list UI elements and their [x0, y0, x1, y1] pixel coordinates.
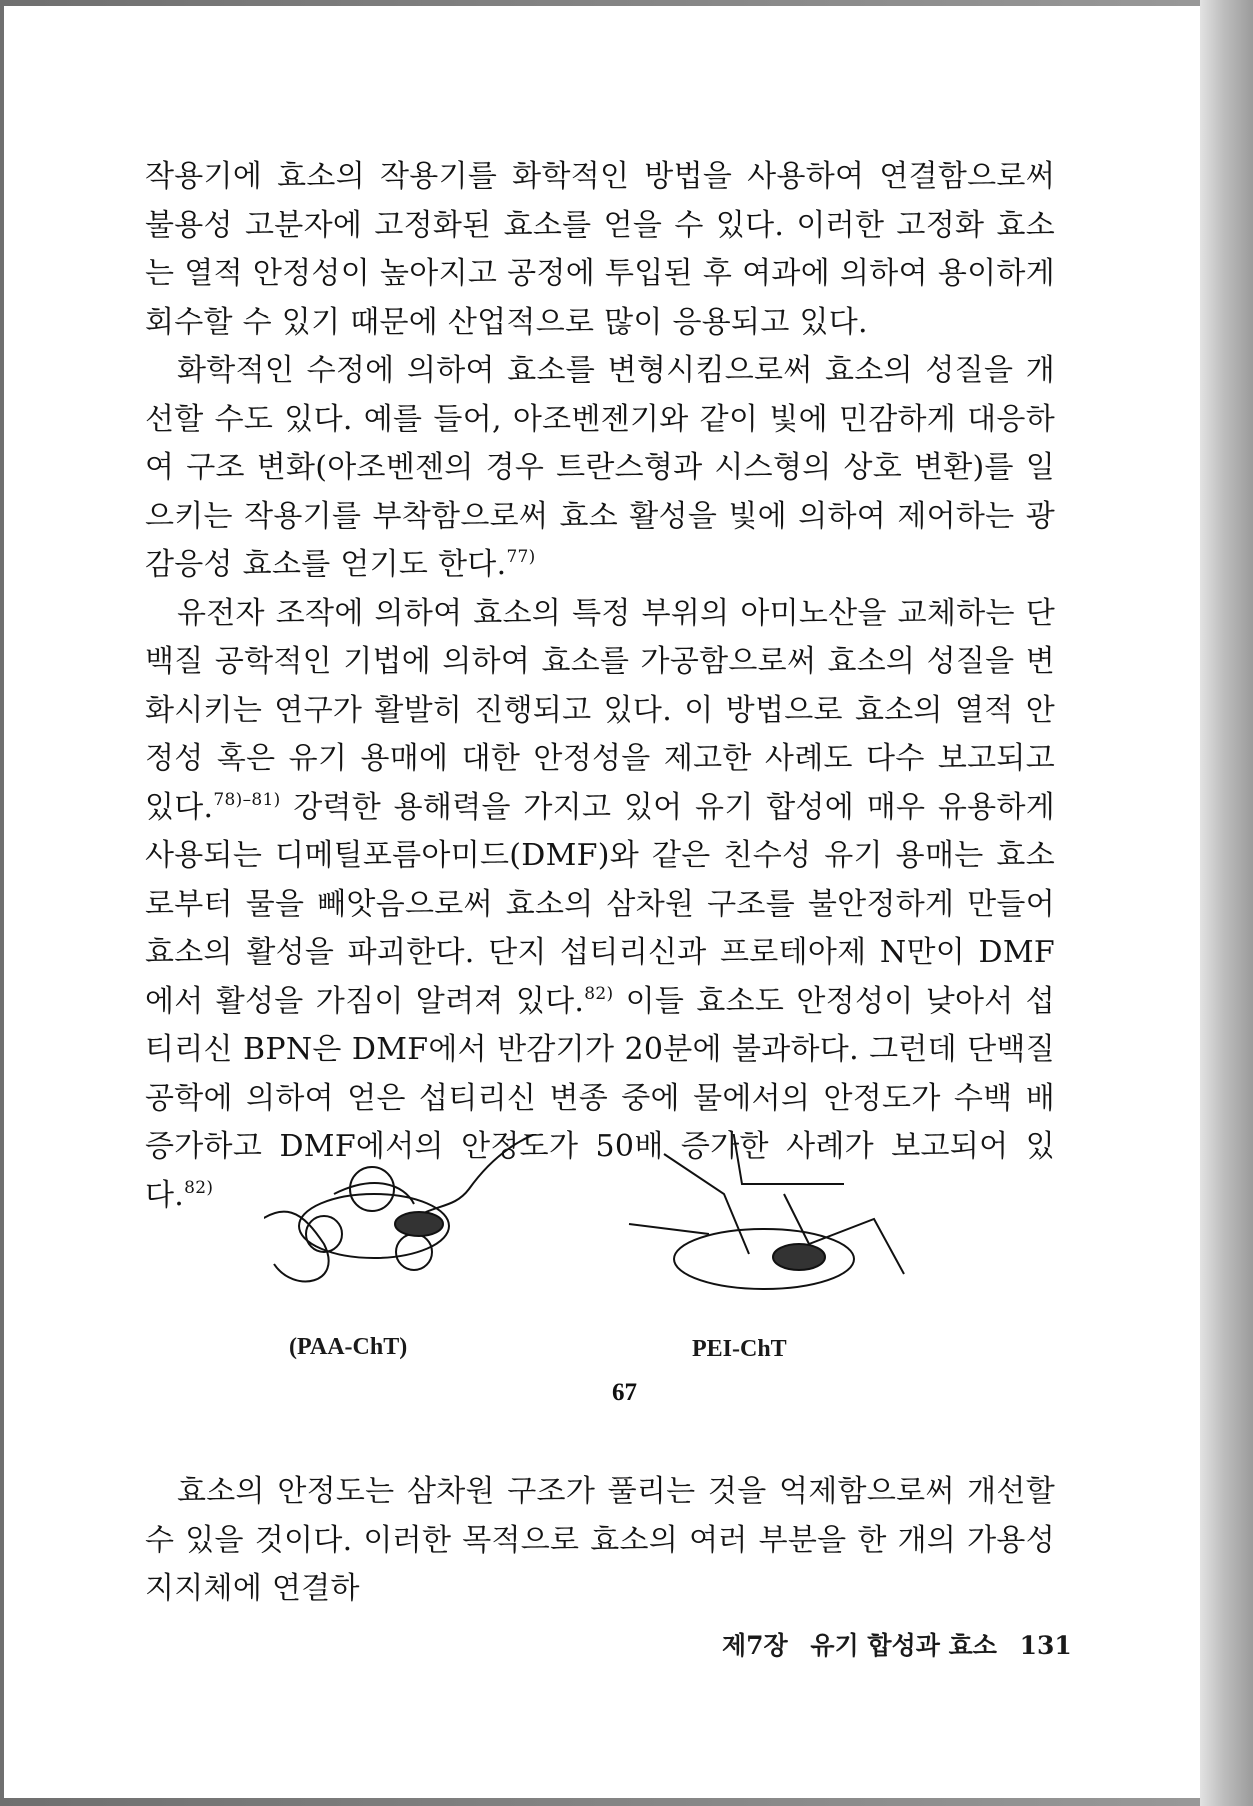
active-site-left [395, 1212, 443, 1236]
pei-chain-c [629, 1224, 709, 1234]
page-number: 131 [1019, 1631, 1072, 1660]
polymer-chain-right [414, 1134, 564, 1219]
reference-82a: 82) [584, 983, 614, 1004]
chapter-title: 유기 합성과 효소 [810, 1631, 997, 1660]
polymer-chain-left [264, 1212, 329, 1282]
paragraph-3-text-b: 강력한 용해력을 가지고 있어 유기 합성에 매우 유용하게 사용되는 디메틸포름아미드(DMF)와 같은 친수성 유기 용매는 효소로부터 물을 빼앗음으로써 효소의 삼차원 구조를 불안정하게 만들어 효소의 활성을 파괴한다. 단지 섭티리신과 프로테아제 N만이 DMF에서 활성을 가짐이 알려져 있다. [145, 789, 1056, 1019]
paragraph-2-text: 화학적인 수정에 의하여 효소를 변형시킴으로써 효소의 성질을 개선할 수도 있다. 예를 들어, 아조벤젠기와 같이 빛에 민감하게 대응하여 구조 변화(아조벤젠의 경우 트란스형과 시스형의 상호 변환)를 일으키는 작용기를 부착함으로써 효소 활성을 빛에 의하여 제어하는 광감응성 효소를 얻기도 한다. [145, 353, 1055, 582]
enzyme-lobe-a [306, 1216, 342, 1252]
chapter-label: 제7장 [722, 1631, 788, 1660]
reference-82b: 82) [184, 1177, 214, 1198]
paragraph-4: 효소의 안정도는 삼차원 구조가 풀리는 것을 억제함으로써 개선할 수 있을 것이다. 이러한 목적으로 효소의 여러 부분을 한 개의 가용성 지지체에 연결하 [145, 1474, 1055, 1606]
paragraph-3-text-a: 유전자 조작에 의하여 효소의 특정 부위의 아미노산을 교체하는 단백질 공학적인 기법에 의하여 효소를 가공함으로써 효소의 성질을 변화시키는 연구가 활발히 진행되고 있다. 이 방법으로 효소의 열적 안정성 혹은 유기 용매에 대한 안정성을 제고한 사례도 다수 보고되고 있다. [145, 595, 1055, 825]
enzyme-figure [264, 1134, 1024, 1394]
active-site-right [773, 1244, 825, 1270]
paragraph-3 [145, 590, 1055, 1221]
paragraph-1: 작용기에 효소의 작용기를 화학적인 방법을 사용하여 연결함으로써 불용성 고분자에 고정화된 효소를 얻을 수 있다. 이러한 고정화 효소는 열적 안정성이 높아지고 공정에 투입된 후 여과에 의하여 용이하게 회수할 수 있기 때문에 산업적으로 많이 응용되고 있다. [145, 159, 1055, 340]
pei-chain-a [664, 1154, 749, 1254]
paragraph-3-text-c: 이들 효소도 안정성이 낮아서 섭티리신 BPN은 DMF에서 반감기가 20분에 불과하다. 그런데 단백질 공학에 의하여 얻은 섭티리신 변종 중에 물에서의 안정도가 수백 배 증가하고 DMF에서의 안정도가 50배 증가한 사례가 보고되어 있다. [145, 983, 1056, 1213]
pei-chain-b [732, 1134, 844, 1184]
enzyme-lobe-c [396, 1234, 432, 1270]
book-page [4, 6, 1200, 1798]
body-text-bottom [145, 1468, 1055, 1614]
page-footer [722, 1626, 1086, 1662]
paragraph-2 [145, 347, 1055, 590]
enzyme-body-right [674, 1229, 854, 1289]
body-text-top [145, 153, 1055, 1220]
compound-number: 67 [612, 1379, 637, 1406]
page-stack-edge [1200, 0, 1253, 1806]
enzyme-lobe-b [350, 1167, 394, 1211]
reference-78-81: 78)–81) [213, 789, 281, 810]
enzyme-diagram [264, 1134, 1024, 1334]
reference-77: 77) [506, 547, 536, 567]
caption-pei-cht: PEI-ChT [692, 1336, 787, 1362]
caption-paa-cht: (PAA-ChT) [289, 1334, 408, 1360]
